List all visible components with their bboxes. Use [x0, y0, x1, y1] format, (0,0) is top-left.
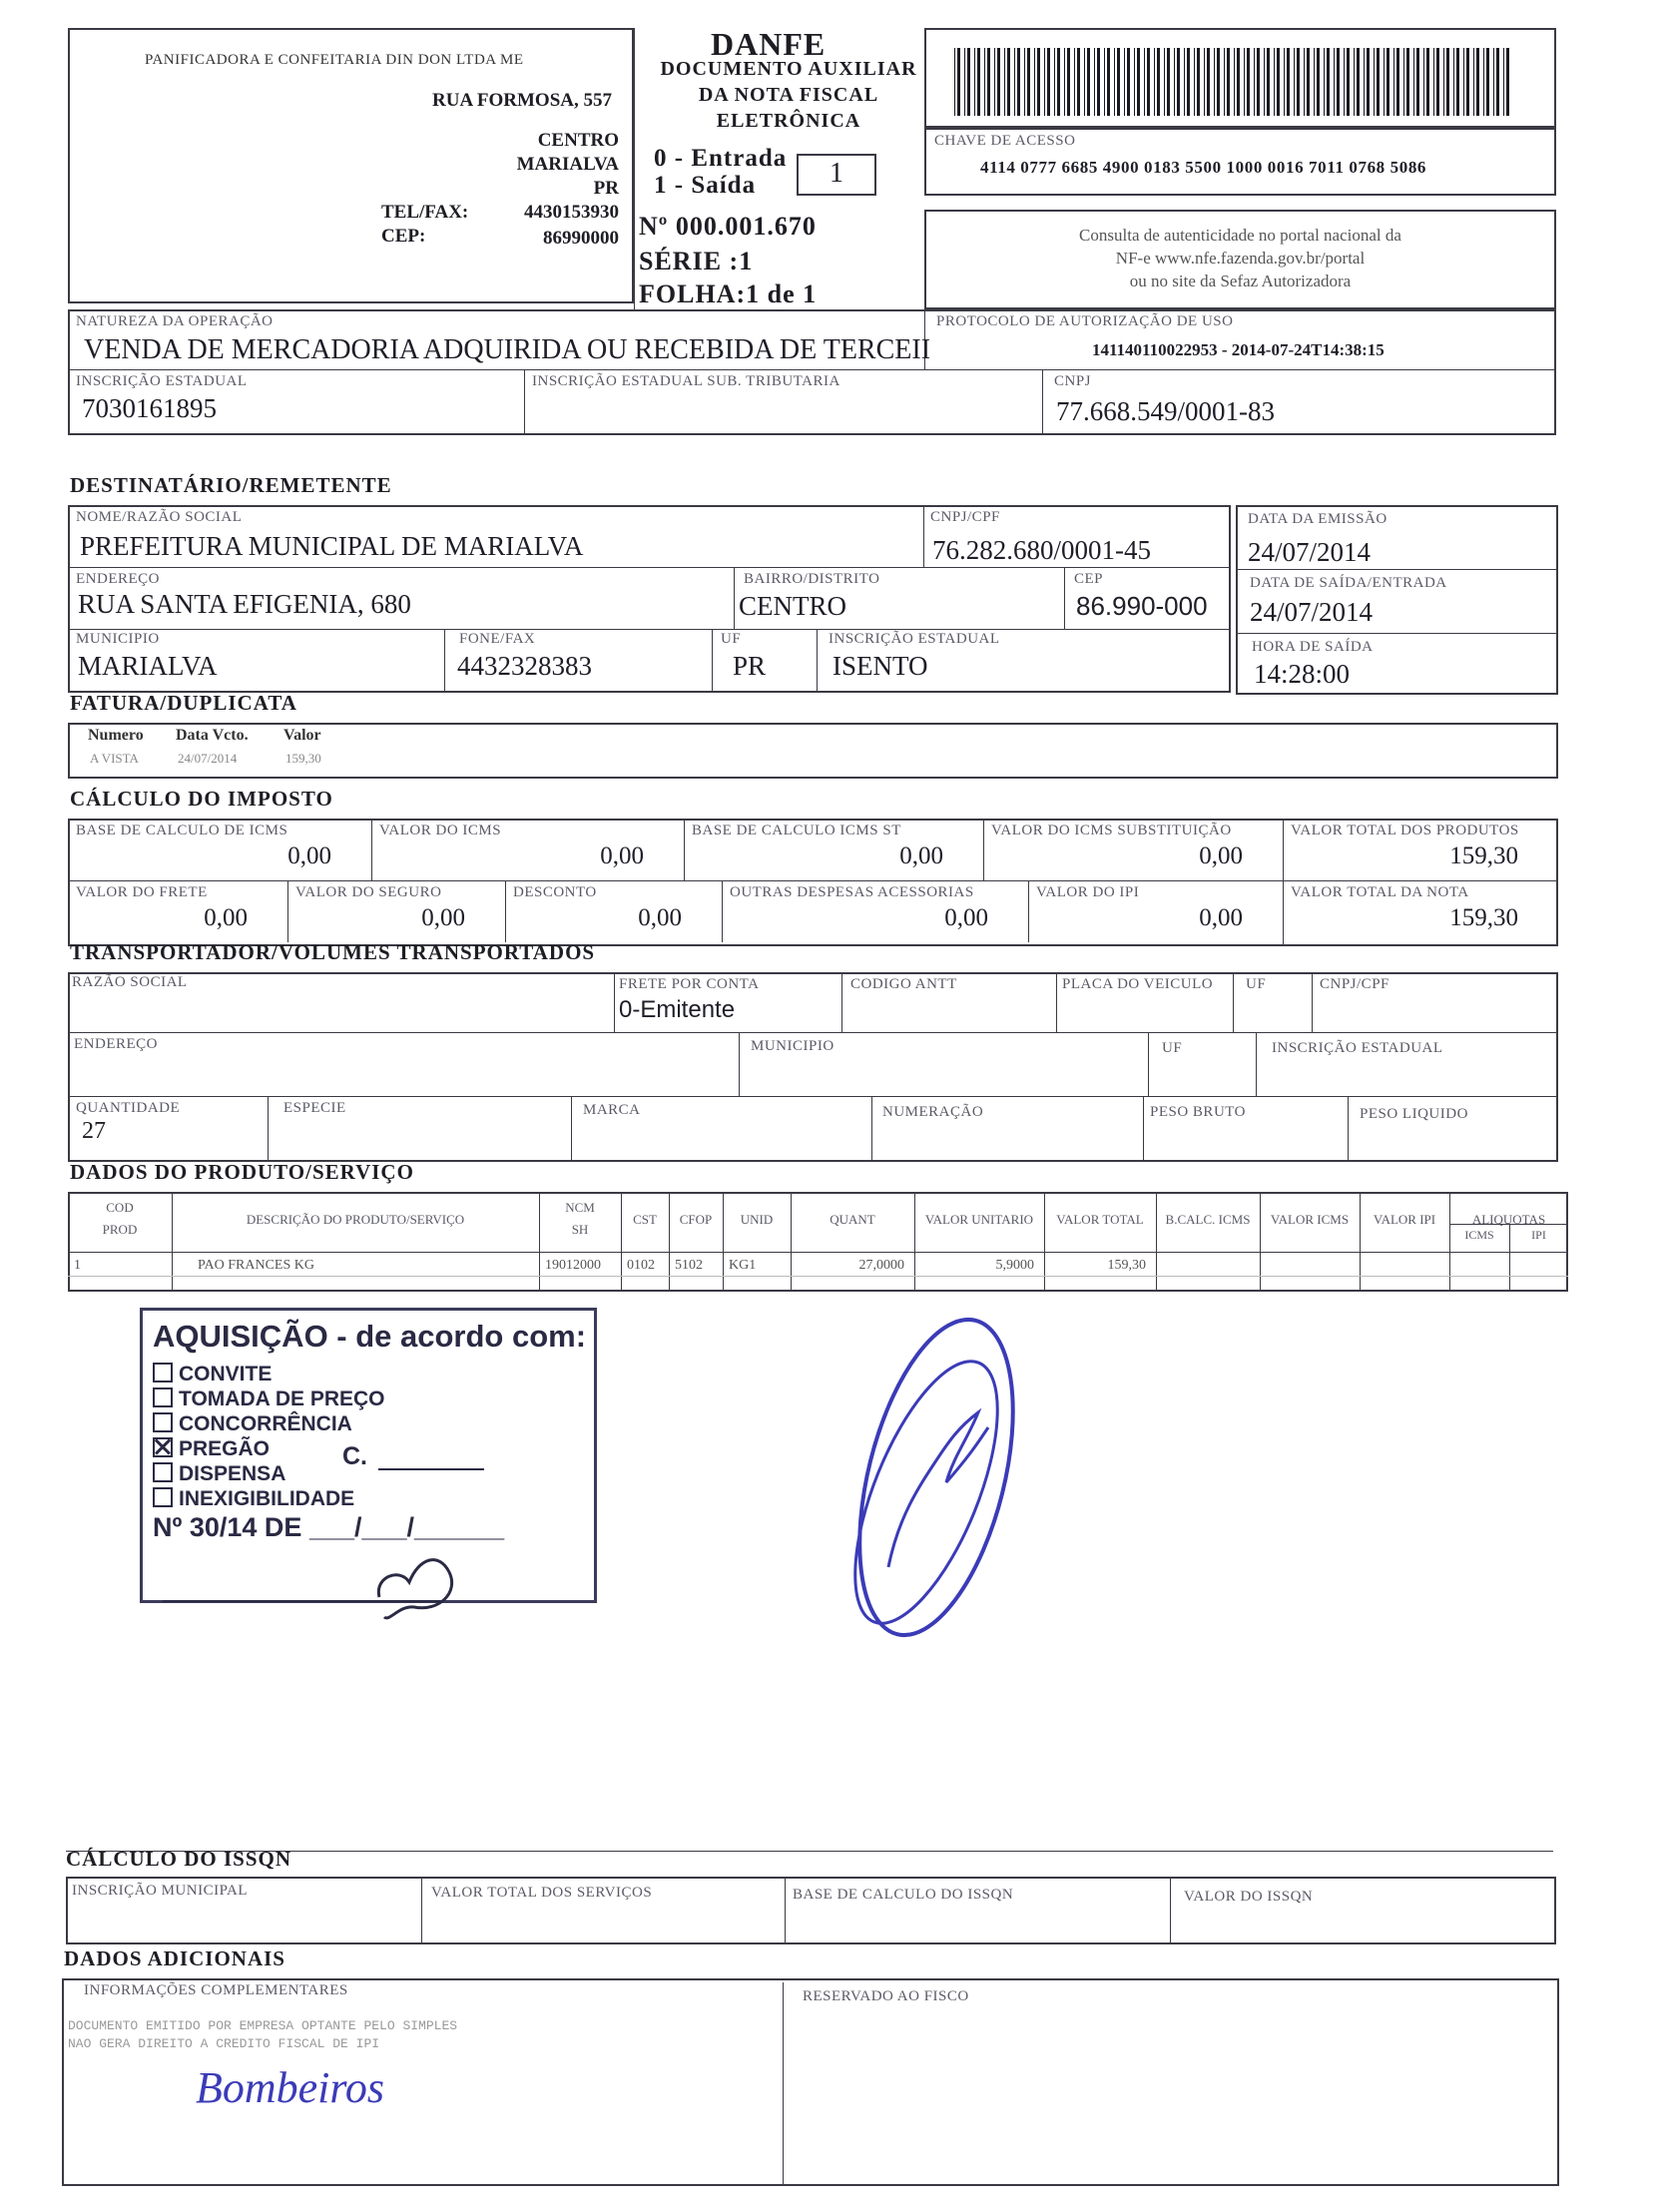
- stamp-initials: [369, 1547, 469, 1627]
- barcode-bar: [1047, 48, 1050, 116]
- imposto-label: BASE DE CALCULO DE ICMS: [76, 823, 288, 838]
- barcode-bar: [1137, 48, 1140, 116]
- barcode-bar: [1264, 48, 1265, 116]
- fatura-section-title: FATURA/DUPLICATA: [70, 691, 297, 715]
- access-key-label: CHAVE DE ACESSO: [934, 133, 1076, 149]
- products-cell-cfop: 5102: [675, 1258, 703, 1273]
- imposto-label: VALOR DO ICMS: [379, 823, 502, 838]
- barcode-bar: [1396, 48, 1399, 116]
- barcode-bar: [1097, 48, 1100, 116]
- danfe-entrada: 0 - Entrada: [654, 145, 788, 172]
- consult-line1: Consulta de autenticidade no portal nacional da: [1079, 226, 1401, 245]
- barcode-bar: [1324, 48, 1325, 116]
- issuer-state: PR: [593, 178, 619, 199]
- barcode-bar: [1227, 48, 1230, 116]
- barcode-bar: [1327, 48, 1330, 116]
- barcode-bar: [1294, 48, 1295, 116]
- checkbox-icon: [153, 1363, 173, 1382]
- imposto-value: 0,00: [1199, 904, 1243, 931]
- barcode-bar: [967, 48, 970, 116]
- issuer-cnpj-label: CNPJ: [1054, 373, 1092, 389]
- stamp-c-line: [378, 1468, 484, 1470]
- barcode-bar: [1384, 48, 1385, 116]
- stamp-number: Nº 30/14 DE ___/___/______: [153, 1512, 505, 1542]
- danfe-line3: ELETRÔNICA: [716, 110, 861, 132]
- imposto-label: VALOR TOTAL DA NOTA: [1291, 884, 1469, 900]
- barcode-bar: [1287, 48, 1290, 116]
- ie-st-label: INSCRIÇÃO ESTADUAL SUB. TRIBUTARIA: [532, 373, 840, 389]
- acquisition-stamp: [140, 1308, 597, 1603]
- adicionais-handwritten: Bombeiros: [196, 2063, 385, 2112]
- transport-qtd-label: QUANTIDADE: [76, 1100, 181, 1116]
- barcode-bar: [1014, 48, 1015, 116]
- imposto-label: VALOR DO FRETE: [76, 884, 208, 900]
- fatura-header-numero: Numero: [88, 727, 144, 744]
- products-header-vunit: VALOR UNITARIO: [924, 1212, 1034, 1227]
- stamp-option-label: INEXIGIBILIDADE: [179, 1487, 355, 1510]
- barcode-bar: [1416, 48, 1419, 116]
- barcode-bar: [1433, 48, 1434, 116]
- issuer-cep: 86990000: [543, 228, 619, 249]
- recipient-fone-label: FONE/FAX: [459, 631, 536, 647]
- barcode-bar: [1017, 48, 1020, 116]
- barcode-bar: [1044, 48, 1045, 116]
- products-cell-cod: 1: [74, 1258, 81, 1273]
- danfe-serie: SÉRIE :1: [639, 247, 754, 276]
- operation-divider: [68, 369, 1556, 370]
- transport-box: [68, 972, 1558, 1162]
- barcode-bar: [1423, 48, 1424, 116]
- barcode-bar: [1084, 48, 1085, 116]
- products-header-cfop: CFOP: [679, 1212, 713, 1227]
- barcode-bar: [1436, 48, 1439, 116]
- emissao-value: 24/07/2014: [1248, 537, 1372, 567]
- transport-municipio-label: MUNICIPIO: [751, 1038, 834, 1054]
- products-header-vicms: VALOR ICMS: [1270, 1212, 1350, 1227]
- hora-label: HORA DE SAÍDA: [1252, 639, 1374, 655]
- recipient-name: PREFEITURA MUNICIPAL DE MARIALVA: [80, 531, 584, 561]
- adicionais-info-label: INFORMAÇÕES COMPLEMENTARES: [84, 1982, 348, 1998]
- stamp-title: AQUISIÇÃO - de acordo com:: [153, 1319, 587, 1354]
- barcode-bar: [1144, 48, 1145, 116]
- issqn-valor-label: VALOR DO ISSQN: [1184, 1889, 1314, 1905]
- imposto-value: 0,00: [899, 842, 943, 869]
- transport-uf-label: UF: [1246, 976, 1267, 992]
- danfe-folha: FOLHA:1 de 1: [639, 279, 818, 308]
- barcode-bar: [1337, 48, 1340, 116]
- imposto-label: VALOR TOTAL DOS PRODUTOS: [1291, 823, 1519, 838]
- barcode-bar: [1277, 48, 1280, 116]
- transport-marca-label: MARCA: [583, 1102, 641, 1118]
- barcode-bar: [1067, 48, 1070, 116]
- barcode-bar: [1234, 48, 1235, 116]
- transport-uf2-label: UF: [1162, 1040, 1183, 1056]
- barcode-bar: [1114, 48, 1115, 116]
- imposto-label: BASE DE CALCULO ICMS ST: [692, 823, 901, 838]
- barcode-bar: [1094, 48, 1095, 116]
- barcode-bar: [1297, 48, 1300, 116]
- ie-label: INSCRIÇÃO ESTADUAL: [76, 373, 248, 389]
- recipient-section-title: DESTINATÁRIO/REMETENTE: [70, 473, 392, 497]
- barcode-bar: [974, 48, 975, 116]
- stamp-option-label: CONVITE: [179, 1363, 273, 1385]
- barcode-bar: [1104, 48, 1105, 116]
- barcode-bar: [957, 48, 960, 116]
- adicionais-section-title: DADOS ADICIONAIS: [64, 1946, 285, 1970]
- danfe-number: Nº 000.001.670: [639, 212, 817, 241]
- danfe-saida: 1 - Saída: [654, 172, 757, 199]
- products-header-aliq: ALIQUOTAS: [1471, 1212, 1546, 1227]
- issuer-tel-label: TEL/FAX:: [381, 202, 469, 223]
- products-header-ncm2: SH: [571, 1222, 589, 1237]
- barcode-bar: [1027, 48, 1030, 116]
- transport-cnpj-label: CNPJ/CPF: [1320, 976, 1389, 992]
- barcode-bar: [1476, 48, 1479, 116]
- barcode-bar: [994, 48, 995, 116]
- imposto-value: 0,00: [638, 904, 682, 931]
- natureza-label: NATUREZA DA OPERAÇÃO: [76, 313, 274, 329]
- transport-frete: 0-Emitente: [619, 996, 736, 1023]
- recipient-fone: 4432328383: [457, 651, 592, 681]
- barcode-bar: [1267, 48, 1270, 116]
- barcode-bar: [1157, 48, 1160, 116]
- products-table: [68, 1192, 1568, 1292]
- imposto-label: VALOR DO IPI: [1036, 884, 1140, 900]
- barcode-bar: [1197, 48, 1200, 116]
- recipient-cep: 86.990-000: [1076, 591, 1208, 621]
- recipient-municipio-label: MUNICIPIO: [76, 631, 160, 647]
- barcode-bar: [1247, 48, 1250, 116]
- ie-value: 7030161895: [82, 393, 217, 423]
- barcode-bar: [1254, 48, 1255, 116]
- barcode-bar: [1317, 48, 1320, 116]
- products-header-aliq_icms: ICMS: [1464, 1228, 1494, 1242]
- stamp-option-label: CONCORRÊNCIA: [179, 1412, 352, 1435]
- danfe-line1: DOCUMENTO AUXILIAR: [660, 58, 917, 80]
- barcode-bar: [1463, 48, 1464, 116]
- consult-line2: NF-e www.nfe.fazenda.gov.br/portal: [1115, 249, 1366, 268]
- stamp-option-label: TOMADA DE PREÇO: [179, 1387, 385, 1410]
- products-section-title: DADOS DO PRODUTO/SERVIÇO: [70, 1160, 414, 1184]
- recipient-address-label: ENDEREÇO: [76, 571, 160, 587]
- danfe-separator: [634, 28, 635, 309]
- imposto-value: 159,30: [1449, 842, 1518, 869]
- transport-liquido-label: PESO LIQUIDO: [1360, 1106, 1468, 1122]
- recipient-cnpj: 76.282.680/0001-45: [932, 535, 1151, 565]
- imposto-label: DESCONTO: [513, 884, 597, 900]
- saida-value: 24/07/2014: [1250, 597, 1374, 627]
- barcode-bar: [1426, 48, 1429, 116]
- transport-placa-label: PLACA DO VEICULO: [1062, 976, 1214, 992]
- barcode-bar: [1127, 48, 1130, 116]
- consult-line3: ou no site da Sefaz Autorizadora: [1129, 272, 1352, 290]
- products-header-desc: DESCRIÇÃO DO PRODUTO/SERVIÇO: [246, 1212, 465, 1227]
- barcode-bar: [1077, 48, 1080, 116]
- barcode-bar: [1004, 48, 1005, 116]
- transport-ie-label: INSCRIÇÃO ESTADUAL: [1272, 1040, 1443, 1056]
- barcode-bar: [1187, 48, 1190, 116]
- barcode-bar: [1054, 48, 1055, 116]
- barcode-bar: [1034, 48, 1035, 116]
- issuer-district: CENTRO: [537, 130, 619, 151]
- access-key-value: 4114 0777 6685 4900 0183 5500 1000 0016 7011 0768 5086: [980, 158, 1427, 177]
- checkbox-icon: [153, 1412, 173, 1432]
- issuer-street: RUA FORMOSA, 557: [432, 90, 612, 111]
- stamp-c-label: C.: [342, 1442, 367, 1470]
- barcode-bar: [1406, 48, 1409, 116]
- barcode-bar: [1237, 48, 1240, 116]
- fatura-valor: 159,30: [285, 751, 321, 766]
- recipient-ie-label: INSCRIÇÃO ESTADUAL: [829, 631, 1000, 647]
- transport-razao-label: RAZÃO SOCIAL: [72, 974, 188, 990]
- checkbox-icon: [153, 1462, 173, 1482]
- stamp-option-label: DISPENSA: [179, 1462, 286, 1485]
- products-header-bcalc: B.CALC. ICMS: [1165, 1212, 1251, 1227]
- stamp-option-label: PREGÃO: [179, 1437, 271, 1460]
- barcode-bar: [1413, 48, 1414, 116]
- products-header-cod2: PROD: [102, 1222, 138, 1237]
- transport-antt-label: CODIGO ANTT: [850, 976, 957, 992]
- barcode-bar: [1344, 48, 1345, 116]
- adicionais-fisco-label: RESERVADO AO FISCO: [803, 1988, 969, 2004]
- barcode-bar: [984, 48, 985, 116]
- recipient-bairro-label: BAIRRO/DISTRITO: [744, 571, 880, 587]
- barcode-bar: [954, 48, 955, 116]
- imposto-section-title: CÁLCULO DO IMPOSTO: [70, 787, 333, 811]
- barcode-bar: [964, 48, 965, 116]
- transport-numeracao-label: NUMERAÇÃO: [882, 1104, 984, 1120]
- imposto-value: 0,00: [944, 904, 988, 931]
- operation-box: [68, 309, 1556, 435]
- imposto-value: 0,00: [600, 842, 644, 869]
- barcode-bar: [1354, 48, 1355, 116]
- issuer-city: MARIALVA: [516, 154, 619, 175]
- barcode-bar: [1147, 48, 1150, 116]
- barcode-bar: [1493, 48, 1494, 116]
- barcode-bar: [1456, 48, 1459, 116]
- issuer-tel: 4430153930: [524, 202, 619, 223]
- barcode-bar: [987, 48, 990, 116]
- barcode-bar: [1214, 48, 1215, 116]
- barcode-bar: [1224, 48, 1225, 116]
- products-cell-unid: KG1: [729, 1258, 757, 1273]
- products-cell-desc: PAO FRANCES KG: [198, 1258, 314, 1273]
- transport-frete-label: FRETE POR CONTA: [619, 976, 760, 992]
- barcode-bar: [1037, 48, 1040, 116]
- danfe-type-value: 1: [830, 158, 843, 189]
- issqn-section-title: CÁLCULO DO ISSQN: [66, 1847, 292, 1871]
- barcode-bar: [1393, 48, 1394, 116]
- danfe-title: DANFE: [711, 26, 827, 62]
- transport-endereco-label: ENDEREÇO: [74, 1036, 158, 1052]
- barcode-bar: [1367, 48, 1370, 116]
- stamp-option: [153, 1363, 272, 1386]
- checkbox-icon: [153, 1387, 173, 1407]
- recipient-municipio: MARIALVA: [78, 651, 218, 681]
- barcode-bar: [1387, 48, 1389, 116]
- barcode-bar: [1443, 48, 1444, 116]
- barcode-bar: [1486, 48, 1489, 116]
- barcode-bar: [997, 48, 1000, 116]
- fatura-header-valor: Valor: [283, 727, 321, 744]
- barcode-bar: [1377, 48, 1380, 116]
- fatura-numero: A VISTA: [90, 751, 139, 766]
- barcode-bar: [1184, 48, 1185, 116]
- products-cell-cst: 0102: [627, 1258, 655, 1273]
- emissao-label: DATA DA EMISSÃO: [1248, 511, 1388, 527]
- products-header-cst: CST: [633, 1212, 657, 1227]
- barcode-bar: [1307, 48, 1310, 116]
- stamp-option: [153, 1387, 385, 1411]
- barcode-bar: [1453, 48, 1454, 116]
- danfe-line2: DA NOTA FISCAL: [698, 84, 879, 106]
- products-cell-ncm: 19012000: [545, 1258, 601, 1273]
- barcode-bar: [1174, 48, 1175, 116]
- barcode-bar: [1403, 48, 1404, 116]
- barcode-bar: [1244, 48, 1245, 116]
- barcode-bar: [1107, 48, 1110, 116]
- barcode-bar: [1217, 48, 1220, 116]
- products-header-aliq_ipi: IPI: [1531, 1228, 1546, 1242]
- barcode-bar: [1007, 48, 1010, 116]
- issqn-base-label: BASE DE CALCULO DO ISSQN: [793, 1887, 1014, 1903]
- barcode-bar: [1177, 48, 1180, 116]
- imposto-value: 0,00: [421, 904, 465, 931]
- barcode-bar: [977, 48, 980, 116]
- recipient-cnpj-label: CNPJ/CPF: [930, 509, 1000, 525]
- barcode-bar: [1503, 48, 1504, 116]
- imposto-value: 0,00: [1199, 842, 1243, 869]
- recipient-name-label: NOME/RAZÃO SOCIAL: [76, 509, 243, 525]
- barcode-bar: [1357, 48, 1360, 116]
- saida-label: DATA DE SAÍDA/ENTRADA: [1250, 575, 1447, 591]
- barcode-bar: [1274, 48, 1275, 116]
- barcode-bar: [1446, 48, 1449, 116]
- barcode-bar: [1024, 48, 1025, 116]
- issqn-vts-label: VALOR TOTAL DOS SERVIÇOS: [431, 1885, 653, 1901]
- barcode-bar: [1117, 48, 1120, 116]
- barcode-bar: [1374, 48, 1375, 116]
- hora-value: 14:28:00: [1254, 659, 1351, 689]
- stamp-option: [153, 1412, 352, 1436]
- barcode-bar: [1064, 48, 1065, 116]
- barcode-bar: [1364, 48, 1365, 116]
- barcode-bar: [1483, 48, 1484, 116]
- stamp-option: [153, 1487, 354, 1511]
- protocolo-value: 141140110022953 - 2014-07-24T14:38:15: [1092, 340, 1385, 359]
- barcode-bar: [1257, 48, 1260, 116]
- barcode-bar: [1314, 48, 1315, 116]
- barcode-bar: [1284, 48, 1285, 116]
- products-cell-vunit: 5,9000: [995, 1258, 1034, 1273]
- recipient-ie: ISENTO: [832, 651, 928, 681]
- barcode-bar: [1194, 48, 1195, 116]
- recipient-cep-label: CEP: [1074, 571, 1104, 587]
- barcode-bar: [1204, 48, 1205, 116]
- adicionais-line1: DOCUMENTO EMITIDO POR EMPRESA OPTANTE PELO SIMPLES: [68, 2018, 458, 2033]
- products-header-vipi: VALOR IPI: [1373, 1212, 1436, 1227]
- checkbox-icon: [153, 1487, 173, 1507]
- stamp-option: [153, 1437, 270, 1461]
- recipient-bairro: CENTRO: [739, 591, 846, 621]
- stamp-option: [153, 1462, 285, 1486]
- recipient-uf-label: UF: [721, 631, 742, 647]
- transport-bruto-label: PESO BRUTO: [1150, 1104, 1246, 1120]
- products-cell-quant: 27,0000: [858, 1258, 904, 1273]
- barcode-bar: [1074, 48, 1075, 116]
- imposto-value: 0,00: [204, 904, 248, 931]
- barcode-bar: [1347, 48, 1350, 116]
- issqn-im-label: INSCRIÇÃO MUNICIPAL: [72, 1883, 249, 1899]
- recipient-address: RUA SANTA EFIGENIA, 680: [78, 589, 411, 619]
- signature-ink: [829, 1318, 1048, 1657]
- barcode-bar: [1466, 48, 1469, 116]
- barcode-image: [954, 48, 1508, 116]
- issuer-name: PANIFICADORA E CONFEITARIA DIN DON LTDA ME: [145, 52, 524, 68]
- barcode-bar: [1496, 48, 1499, 116]
- barcode-bar: [1134, 48, 1135, 116]
- recipient-uf: PR: [733, 651, 767, 681]
- products-header-quant: QUANT: [830, 1212, 875, 1227]
- transport-especie-label: ESPECIE: [283, 1100, 346, 1116]
- adicionais-line2: NAO GERA DIREITO A CREDITO FISCAL DE IPI: [68, 2036, 380, 2051]
- barcode-bar: [1506, 48, 1509, 116]
- products-header-vtotal: VALOR TOTAL: [1056, 1212, 1144, 1227]
- products-header-cod1: COD: [106, 1200, 134, 1215]
- barcode-bar: [1167, 48, 1170, 116]
- issuer-cnpj-value: 77.668.549/0001-83: [1056, 396, 1275, 426]
- transport-section-title: TRANSPORTADOR/VOLUMES TRANSPORTADOS: [70, 940, 596, 964]
- imposto-label: VALOR DO ICMS SUBSTITUIÇÃO: [991, 823, 1232, 838]
- products-cell-vtotal: 159,30: [1107, 1258, 1146, 1273]
- checkbox-icon: [153, 1437, 173, 1457]
- imposto-label: OUTRAS DESPESAS ACESSORIAS: [730, 884, 974, 900]
- transport-qtd: 27: [82, 1118, 106, 1144]
- barcode-bar: [1334, 48, 1335, 116]
- fatura-header-data: Data Vcto.: [176, 727, 249, 744]
- natureza-value: VENDA DE MERCADORIA ADQUIRIDA OU RECEBIDA DE TERCEII: [84, 334, 931, 365]
- imposto-value: 0,00: [287, 842, 331, 869]
- barcode-bar: [1154, 48, 1155, 116]
- fatura-data: 24/07/2014: [178, 751, 238, 766]
- barcode-bar: [1473, 48, 1474, 116]
- barcode-bar: [1057, 48, 1060, 116]
- imposto-label: VALOR DO SEGURO: [295, 884, 442, 900]
- products-header-ncm1: NCM: [565, 1200, 595, 1215]
- products-header-unid: UNID: [740, 1212, 774, 1227]
- barcode-bar: [1164, 48, 1165, 116]
- barcode-bar: [1304, 48, 1305, 116]
- imposto-value: 159,30: [1449, 904, 1518, 931]
- barcode-bar: [1124, 48, 1125, 116]
- barcode-bar: [1207, 48, 1210, 116]
- issuer-cep-label: CEP:: [381, 226, 426, 247]
- protocolo-label: PROTOCOLO DE AUTORIZAÇÃO DE USO: [936, 313, 1234, 329]
- barcode-bar: [1087, 48, 1090, 116]
